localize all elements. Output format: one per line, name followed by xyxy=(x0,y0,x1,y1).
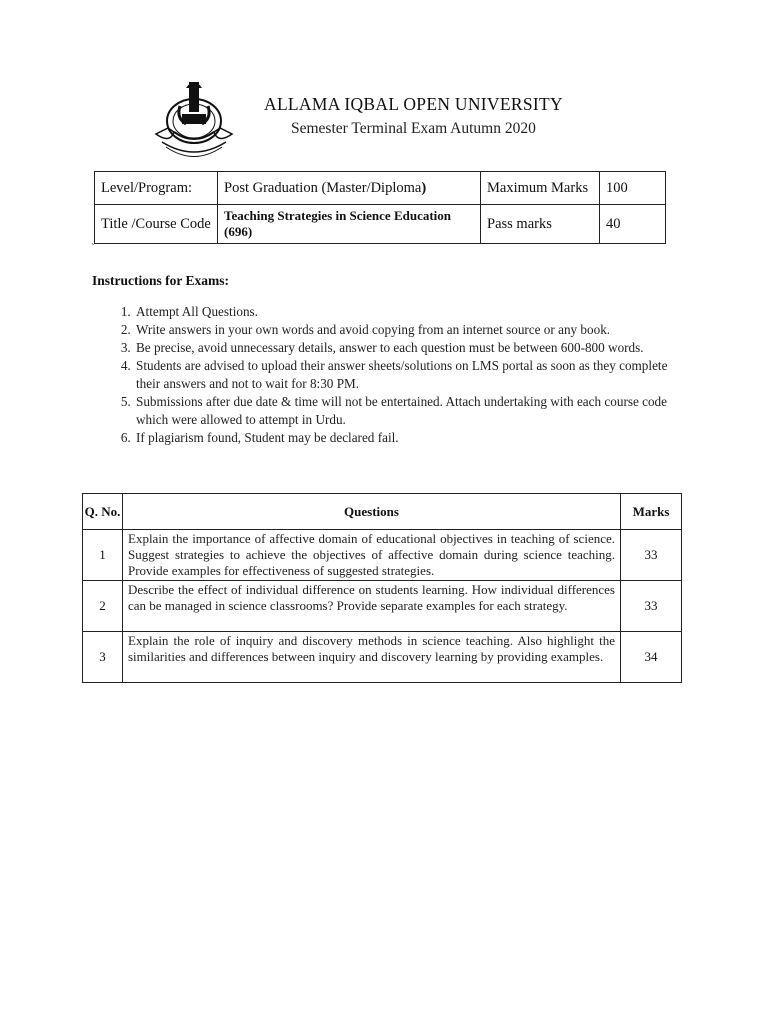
university-name: ALLAMA IQBAL OPEN UNIVERSITY xyxy=(264,94,563,114)
university-crest-icon xyxy=(152,74,236,160)
question-marks: 33 xyxy=(621,530,682,581)
instruction-item: 4. Students are advised to upload their answer sheets/solutions on LMS portal as soon as they complete their answers and not to wait for 8:30 PM. xyxy=(134,357,694,393)
question-number: 3 xyxy=(83,632,123,683)
title-value: Teaching Strategies in Science Education (696) xyxy=(218,205,481,244)
table-row xyxy=(83,632,682,683)
table-row xyxy=(83,581,682,632)
instruction-item: 2. Write answers in your own words and avoid copying from an internet source or any book. xyxy=(134,321,694,339)
marks-header: Marks xyxy=(621,494,682,530)
exam-title: Semester Terminal Exam Autumn 2020 xyxy=(291,120,536,137)
instruction-item: 3. Be precise, avoid unnecessary details, answer to each question must be between 600-800 words. xyxy=(134,339,694,357)
table-row xyxy=(83,530,682,581)
question-text: Explain the importance of affective domain of educational objectives in teaching of science. Suggest strategies to achieve the objectives of affective domain during science teaching. Provide examples for effectiveness of suggested strategies. xyxy=(123,530,621,581)
info-row-title xyxy=(95,205,666,244)
level-value-paren: ) xyxy=(421,179,427,196)
title-label: Title /Course Code xyxy=(95,205,218,244)
question-header: Questions xyxy=(123,494,621,530)
max-marks-label: Maximum Marks xyxy=(481,172,600,205)
instruction-item: 6. If plagiarism found, Student may be declared fail. xyxy=(134,429,694,447)
questions-header-row xyxy=(83,494,682,530)
question-number: 2 xyxy=(83,581,123,632)
instruction-item: 5. Submissions after due date & time will not be entertained. Attach undertaking with each course code which were allowed to attempt in Urdu. xyxy=(134,393,694,429)
question-marks: 34 xyxy=(621,632,682,683)
questions-table xyxy=(82,493,682,683)
exam-info-table xyxy=(94,171,666,244)
question-marks: 33 xyxy=(621,581,682,632)
level-value xyxy=(218,172,481,205)
question-text: Explain the role of inquiry and discovery methods in science teaching. Also highlight the similarities and differences between inquiry and discovery learning by providing examples. xyxy=(123,632,621,683)
level-label: Level/Program: xyxy=(95,172,218,205)
pass-marks-label: Pass marks xyxy=(481,205,600,244)
stray-mark: ` xyxy=(91,242,95,254)
instruction-item: 1. Attempt All Questions. xyxy=(134,303,694,321)
question-text: Describe the effect of individual difference on students learning. How individual differences can be managed in science classrooms? Provide separate examples for each strategy. xyxy=(123,581,621,632)
pass-marks-value: 40 xyxy=(600,205,666,244)
level-value-main: Post Graduation (Master/Diploma xyxy=(224,179,422,196)
instructions-list xyxy=(112,303,694,447)
qno-header: Q. No. xyxy=(83,494,123,530)
max-marks-value: 100 xyxy=(600,172,666,205)
instructions-heading: Instructions for Exams: xyxy=(92,273,230,288)
info-row-level xyxy=(95,172,666,205)
question-number: 1 xyxy=(83,530,123,581)
